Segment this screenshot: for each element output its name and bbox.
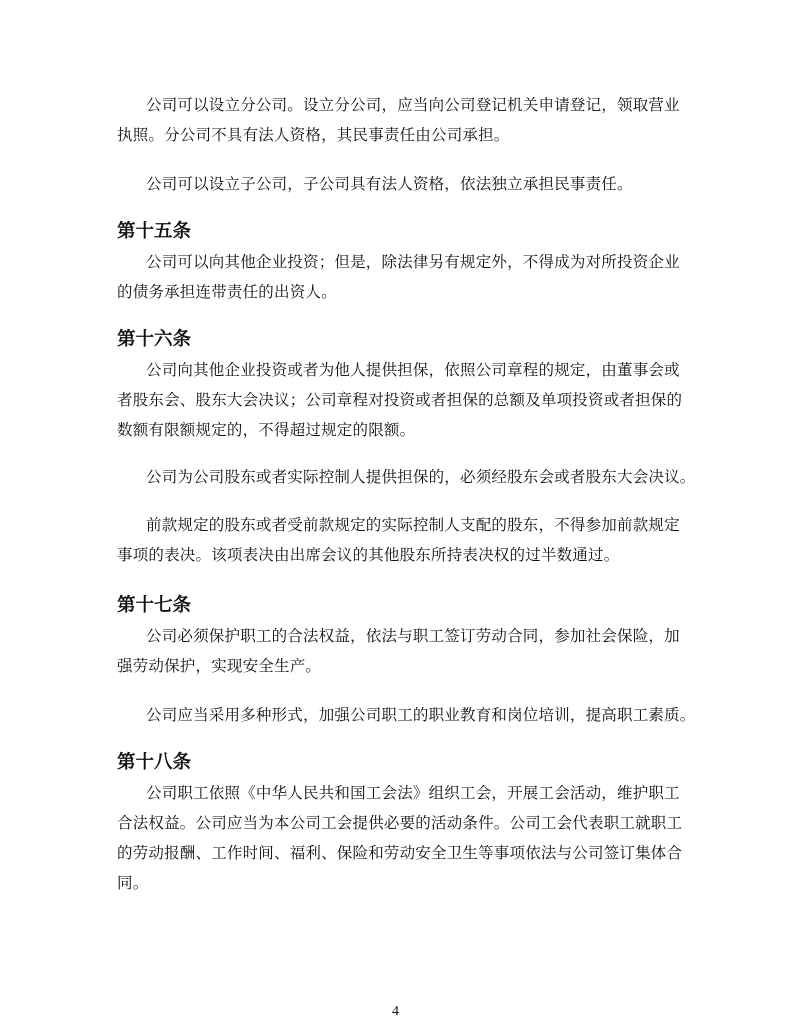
paragraph-line: 强劳动保护，实现安全生产。 [117,657,322,675]
paragraph-line: 前款规定的股东或者受前款规定的实际控制人支配的股东，不得参加前款规定 [146,516,680,534]
paragraph-line: 数额有限额规定的，不得超过规定的限额。 [117,421,416,439]
paragraph-line: 公司应当采用多种形式，加强公司职工的职业教育和岗位培训，提高职工素质。 [146,706,696,724]
page-number: 4 [392,1004,399,1019]
paragraph-line: 公司向其他企业投资或者为他人提供担保，依照公司章程的规定，由董事会或 [146,361,680,379]
paragraph-line: 执照。分公司不具有法人资格，其民事责任由公司承担。 [117,126,510,144]
paragraph-line: 合法权益。公司应当为本公司工会提供必要的活动条件。公司工会代表职工就职工 [117,814,683,832]
article-heading-17: 第十七条 [117,595,192,616]
article-heading-16: 第十六条 [117,329,192,350]
paragraph-line: 公司为公司股东或者实际控制人提供担保的，必须经股东会或者股东大会决议。 [146,468,696,486]
article-heading-15: 第十五条 [117,221,192,242]
paragraph-line: 者股东会、股东大会决议；公司章程对投资或者担保的总额及单项投资或者担保的 [117,391,683,409]
paragraph-line: 公司职工依照《中华人民共和国工会法》组织工会，开展工会活动，维护职工 [146,784,680,802]
paragraph-line: 事项的表决。该项表决由出席会议的其他股东所持表决权的过半数通过。 [117,546,620,564]
article-heading-18: 第十八条 [117,752,192,773]
paragraph-line: 同。 [117,874,149,892]
paragraph-line: 公司可以设立子公司，子公司具有法人资格，依法独立承担民事责任。 [146,175,633,193]
paragraph-line: 公司可以向其他企业投资；但是，除法律另有规定外，不得成为对所投资企业 [146,253,680,271]
paragraph-line: 公司可以设立分公司。设立分公司，应当向公司登记机关申请登记，领取营业 [146,96,680,114]
paragraph-line: 的债务承担连带责任的出资人。 [117,283,337,301]
paragraph-line: 公司必须保护职工的合法权益，依法与职工签订劳动合同，参加社会保险，加 [146,627,680,645]
paragraph-line: 的劳动报酬、工作时间、福利、保险和劳动安全卫生等事项依法与公司签订集体合 [117,844,683,862]
